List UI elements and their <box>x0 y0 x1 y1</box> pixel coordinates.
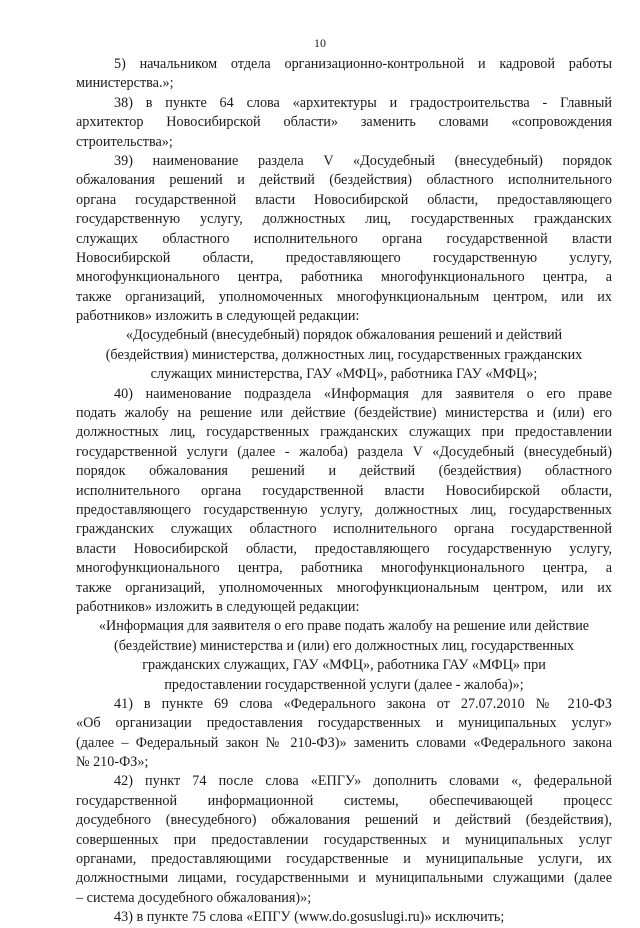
text-line: совершенных при предоставлении государственных и муниципальных услуг <box>76 831 612 848</box>
text-line: порядок обжалования решений и действий (бездействия) областного <box>76 463 612 480</box>
text-line: также организаций, уполномоченных многофункциональным центром, или их <box>76 579 612 596</box>
text-line: (далее – Федеральный закон № 210-ФЗ)» заменить словами «Федерального закона <box>76 734 612 751</box>
text-line: № 210-ФЗ»; <box>76 754 149 771</box>
text-line: многофункционального центра, работника многофункционального центра, а <box>76 269 612 286</box>
text-line: досудебного (внесудебного) обжалования решений и действий (бездействия), <box>76 812 612 829</box>
page-number: 10 <box>314 36 326 50</box>
text-line: 39) наименование раздела V «Досудебный (внесудебный) порядок <box>114 152 612 169</box>
text-line: подать жалобу на решение или действие (бездействие) министерства и (или) его <box>76 405 612 422</box>
text-line: служащих министерства, ГАУ «МФЦ», работника ГАУ «МФЦ»; <box>150 366 538 383</box>
text-line: работников» изложить в следующей редакции: <box>76 308 360 325</box>
text-line: 38) в пункте 64 слова «архитектуры и градостроительства - Главный <box>114 94 612 111</box>
text-line: 40) наименование подраздела «Информация для заявителя о его праве <box>114 385 612 402</box>
text-line: (бездействие) министерства и (или) его должностных лиц, государственных <box>113 637 575 654</box>
text-line: многофункционального центра, работника многофункционального центра, а <box>76 560 612 577</box>
text-line: 42) пункт 74 после слова «ЕПГУ» дополнить словами «, федеральной <box>114 773 612 790</box>
text-line: должностных лиц, государственных гражданских служащих при предоставлении <box>76 424 612 441</box>
text-line: обжалования решений и действий (бездействия) областного исполнительного <box>76 172 612 189</box>
text-line: также организаций, уполномоченных многофункциональным центром, или их <box>76 288 612 305</box>
text-line: служащих областного исполнительного органа государственной власти <box>76 230 612 247</box>
text-line: предоставляющего государственную услугу, должностных лиц, государственных <box>76 501 612 518</box>
text-line: министерства.»; <box>76 75 174 92</box>
text-line: архитектор Новосибирской области» заменить словами «сопровождения <box>76 114 612 131</box>
text-line: должностными лицами, государственными и муниципальными служащими (далее <box>76 870 612 887</box>
text-line: «Досудебный (внесудебный) порядок обжалования решений и действий <box>125 327 563 344</box>
text-line: органа государственной власти Новосибирской области, предоставляющего <box>76 191 612 208</box>
text-line: гражданских служащих, ГАУ «МФЦ», работника ГАУ «МФЦ» при <box>142 657 546 674</box>
text-line: государственной информационной системы, обеспечивающей процесс <box>76 792 612 809</box>
text-line: государственную услугу, должностных лиц, государственных гражданских <box>76 211 612 228</box>
text-line: органами, предоставляющими государственные и муниципальные услуги, их <box>76 851 612 868</box>
text-line: (бездействия) министерства, должностных лиц, государственных гражданских <box>105 346 583 363</box>
text-line: власти Новосибирской области, предоставляющего государственную услугу, <box>76 540 612 557</box>
text-line: исполнительного органа государственной власти Новосибирской области, <box>76 482 612 499</box>
text-line: – система досудебного обжалования)»; <box>76 889 312 906</box>
text-line: 5) начальником отдела организационно-контрольной и кадровой работы <box>114 56 612 72</box>
text-line: гражданских служащих областного исполнительного органа государственной <box>76 521 612 538</box>
text-line: Новосибирской области, предоставляющего государственную услугу, <box>76 249 612 266</box>
text-line: строительства»; <box>76 133 173 150</box>
text-line: государственной услуги (далее - жалоба) раздела V «Досудебный (внесудебный) <box>76 443 612 460</box>
text-line: 43) в пункте 75 слова «ЕПГУ (www.do.gosuslugi.ru)» исключить; <box>114 909 505 926</box>
text-line: «Об организации предоставления государственных и муниципальных услуг» <box>76 715 612 732</box>
text-line: работников» изложить в следующей редакции: <box>76 598 360 615</box>
text-line: предоставлении государственной услуги (далее - жалоба)»; <box>164 676 524 693</box>
text-line: 41) в пункте 69 слова «Федерального закона от 27.07.2010 № 210-ФЗ <box>114 695 612 712</box>
document-body <box>76 55 612 928</box>
text-line: «Информация для заявителя о его праве подать жалобу на решение или действие <box>98 618 590 635</box>
